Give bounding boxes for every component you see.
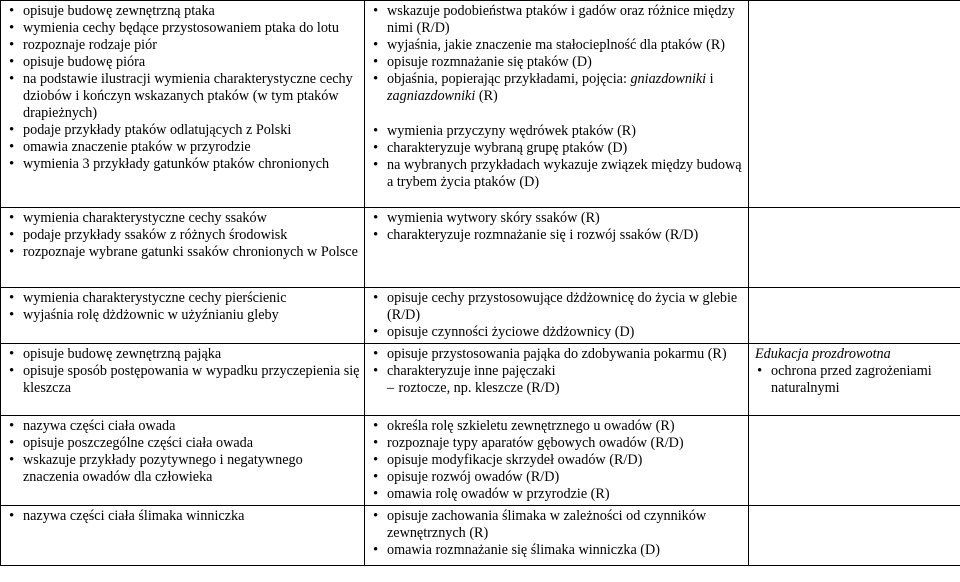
list-item: • wymienia charakterystyczne cechy ssaków <box>7 210 360 227</box>
list-item: • wyjaśnia rolę dżdżownic w użyźnianiu gleby <box>7 307 360 324</box>
table-row-snail <box>1 506 960 566</box>
list-item: • wskazuje podobieństwa ptaków i gadów oraz różnice między nimi (R/D) <box>371 3 744 37</box>
extended-cell-mammals <box>365 208 749 288</box>
basic-cell-arachnids <box>1 344 365 416</box>
list-item: • charakteryzuje rozmnażanie się i rozwój ssaków (R/D) <box>371 227 744 244</box>
list-item: • opisuje czynności życiowe dżdżownicy (D) <box>371 324 744 341</box>
list-item: • charakteryzuje inne pajęczaki <box>371 363 744 380</box>
list-item: • rozpoznaje typy aparatów gębowych owadów (R/D) <box>371 435 744 452</box>
table-row-annelids <box>1 288 960 344</box>
list-item: • na wybranych przykładach wykazuje związek między budową a trybem życia ptaków (D) <box>371 157 744 191</box>
extended-cell-arachnids <box>365 344 749 416</box>
extended-cell-birds <box>365 1 749 208</box>
education-cell-mammals <box>749 208 960 288</box>
list-item: • objaśnia, popierając przykładami, pojęcia: gniazdowniki i zagniazdowniki (R) <box>371 71 744 105</box>
list-item: • opisuje budowę zewnętrzną ptaka <box>7 3 360 20</box>
basic-cell-annelids <box>1 288 365 344</box>
list-item: • wyjaśnia, jakie znaczenie ma stałocieplność dla ptaków (R) <box>371 37 744 54</box>
list-item: • opisuje rozmnażanie się ptaków (D) <box>371 54 744 71</box>
extended-cell-annelids <box>365 288 749 344</box>
list-item: • wymienia przyczyny wędrówek ptaków (R) <box>371 123 744 140</box>
table-row-arachnids <box>1 344 960 416</box>
list-item: • określa rolę szkieletu zewnętrznego u owadów (R) <box>371 418 744 435</box>
table-row-birds <box>1 1 960 208</box>
list-item: • omawia rozmnażanie się ślimaka winniczka (D) <box>371 542 744 559</box>
list-item: • podaje przykłady ssaków z różnych środowisk <box>7 227 360 244</box>
list-item: • opisuje budowę pióra <box>7 54 360 71</box>
list-item: • wymienia charakterystyczne cechy pierścienic <box>7 290 360 307</box>
education-title: Edukacja prozdrowotna <box>755 346 891 362</box>
basic-cell-mammals <box>1 208 365 288</box>
list-item: • podaje przykłady ptaków odlatujących z Polski <box>7 122 360 139</box>
list-item: • rozpoznaje wybrane gatunki ssaków chronionych w Polsce <box>7 244 360 261</box>
list-item: • opisuje przystosowania pająka do zdobywania pokarmu (R) <box>371 346 744 363</box>
list-item: • opisuje poszczególne części ciała owada <box>7 435 360 452</box>
list-item-dash: – roztocze, np. kleszcze (R/D) <box>387 380 560 396</box>
list-item: • wymienia wytwory skóry ssaków (R) <box>371 210 744 227</box>
extended-cell-insects <box>365 416 749 506</box>
education-cell-snail <box>749 506 960 566</box>
list-item: • omawia rolę owadów w przyrodzie (R) <box>371 486 744 503</box>
list-item: • opisuje sposób postępowania w wypadku przyczepienia się kleszcza <box>7 363 360 397</box>
list-item: • ochrona przed zagrożeniami naturalnymi <box>755 363 956 397</box>
table-row-mammals <box>1 208 960 288</box>
extended-cell-snail <box>365 506 749 566</box>
list-item: • nazywa części ciała ślimaka winniczka <box>7 508 360 525</box>
list-item: • opisuje budowę zewnętrzną pająka <box>7 346 360 363</box>
list-item: • omawia znaczenie ptaków w przyrodzie <box>7 139 360 156</box>
list-item: • opisuje rozwój owadów (R/D) <box>371 469 744 486</box>
list-item: • wymienia 3 przykłady gatunków ptaków chronionych <box>7 156 360 173</box>
list-item: • na podstawie ilustracji wymienia charakterystyczne cechy dziobów i kończyn wskazanych ptaków (w tym ptaków drapieżnych) <box>7 71 360 122</box>
list-item: • rozpoznaje rodzaje piór <box>7 37 360 54</box>
basic-cell-snail <box>1 506 365 566</box>
list-item: • nazywa części ciała owada <box>7 418 360 435</box>
list-item: • opisuje cechy przystosowujące dżdżownicę do życia w glebie (R/D) <box>371 290 744 324</box>
education-cell-insects <box>749 416 960 506</box>
list-item: • opisuje modyfikacje skrzydeł owadów (R/D) <box>371 452 744 469</box>
basic-cell-insects <box>1 416 365 506</box>
education-cell-annelids <box>749 288 960 344</box>
education-cell-arachnids <box>749 344 960 416</box>
education-cell-birds <box>749 1 960 208</box>
list-item: • wymienia cechy będące przystosowaniem ptaka do lotu <box>7 20 360 37</box>
list-item: • wskazuje przykłady pozytywnego i negatywnego znaczenia owadów dla człowieka <box>7 452 360 486</box>
list-item: • opisuje zachowania ślimaka w zależności od czynników zewnętrznych (R) <box>371 508 744 542</box>
table-row-insects <box>1 416 960 506</box>
basic-cell-birds <box>1 1 365 208</box>
list-item: • charakteryzuje wybraną grupę ptaków (D) <box>371 140 744 157</box>
